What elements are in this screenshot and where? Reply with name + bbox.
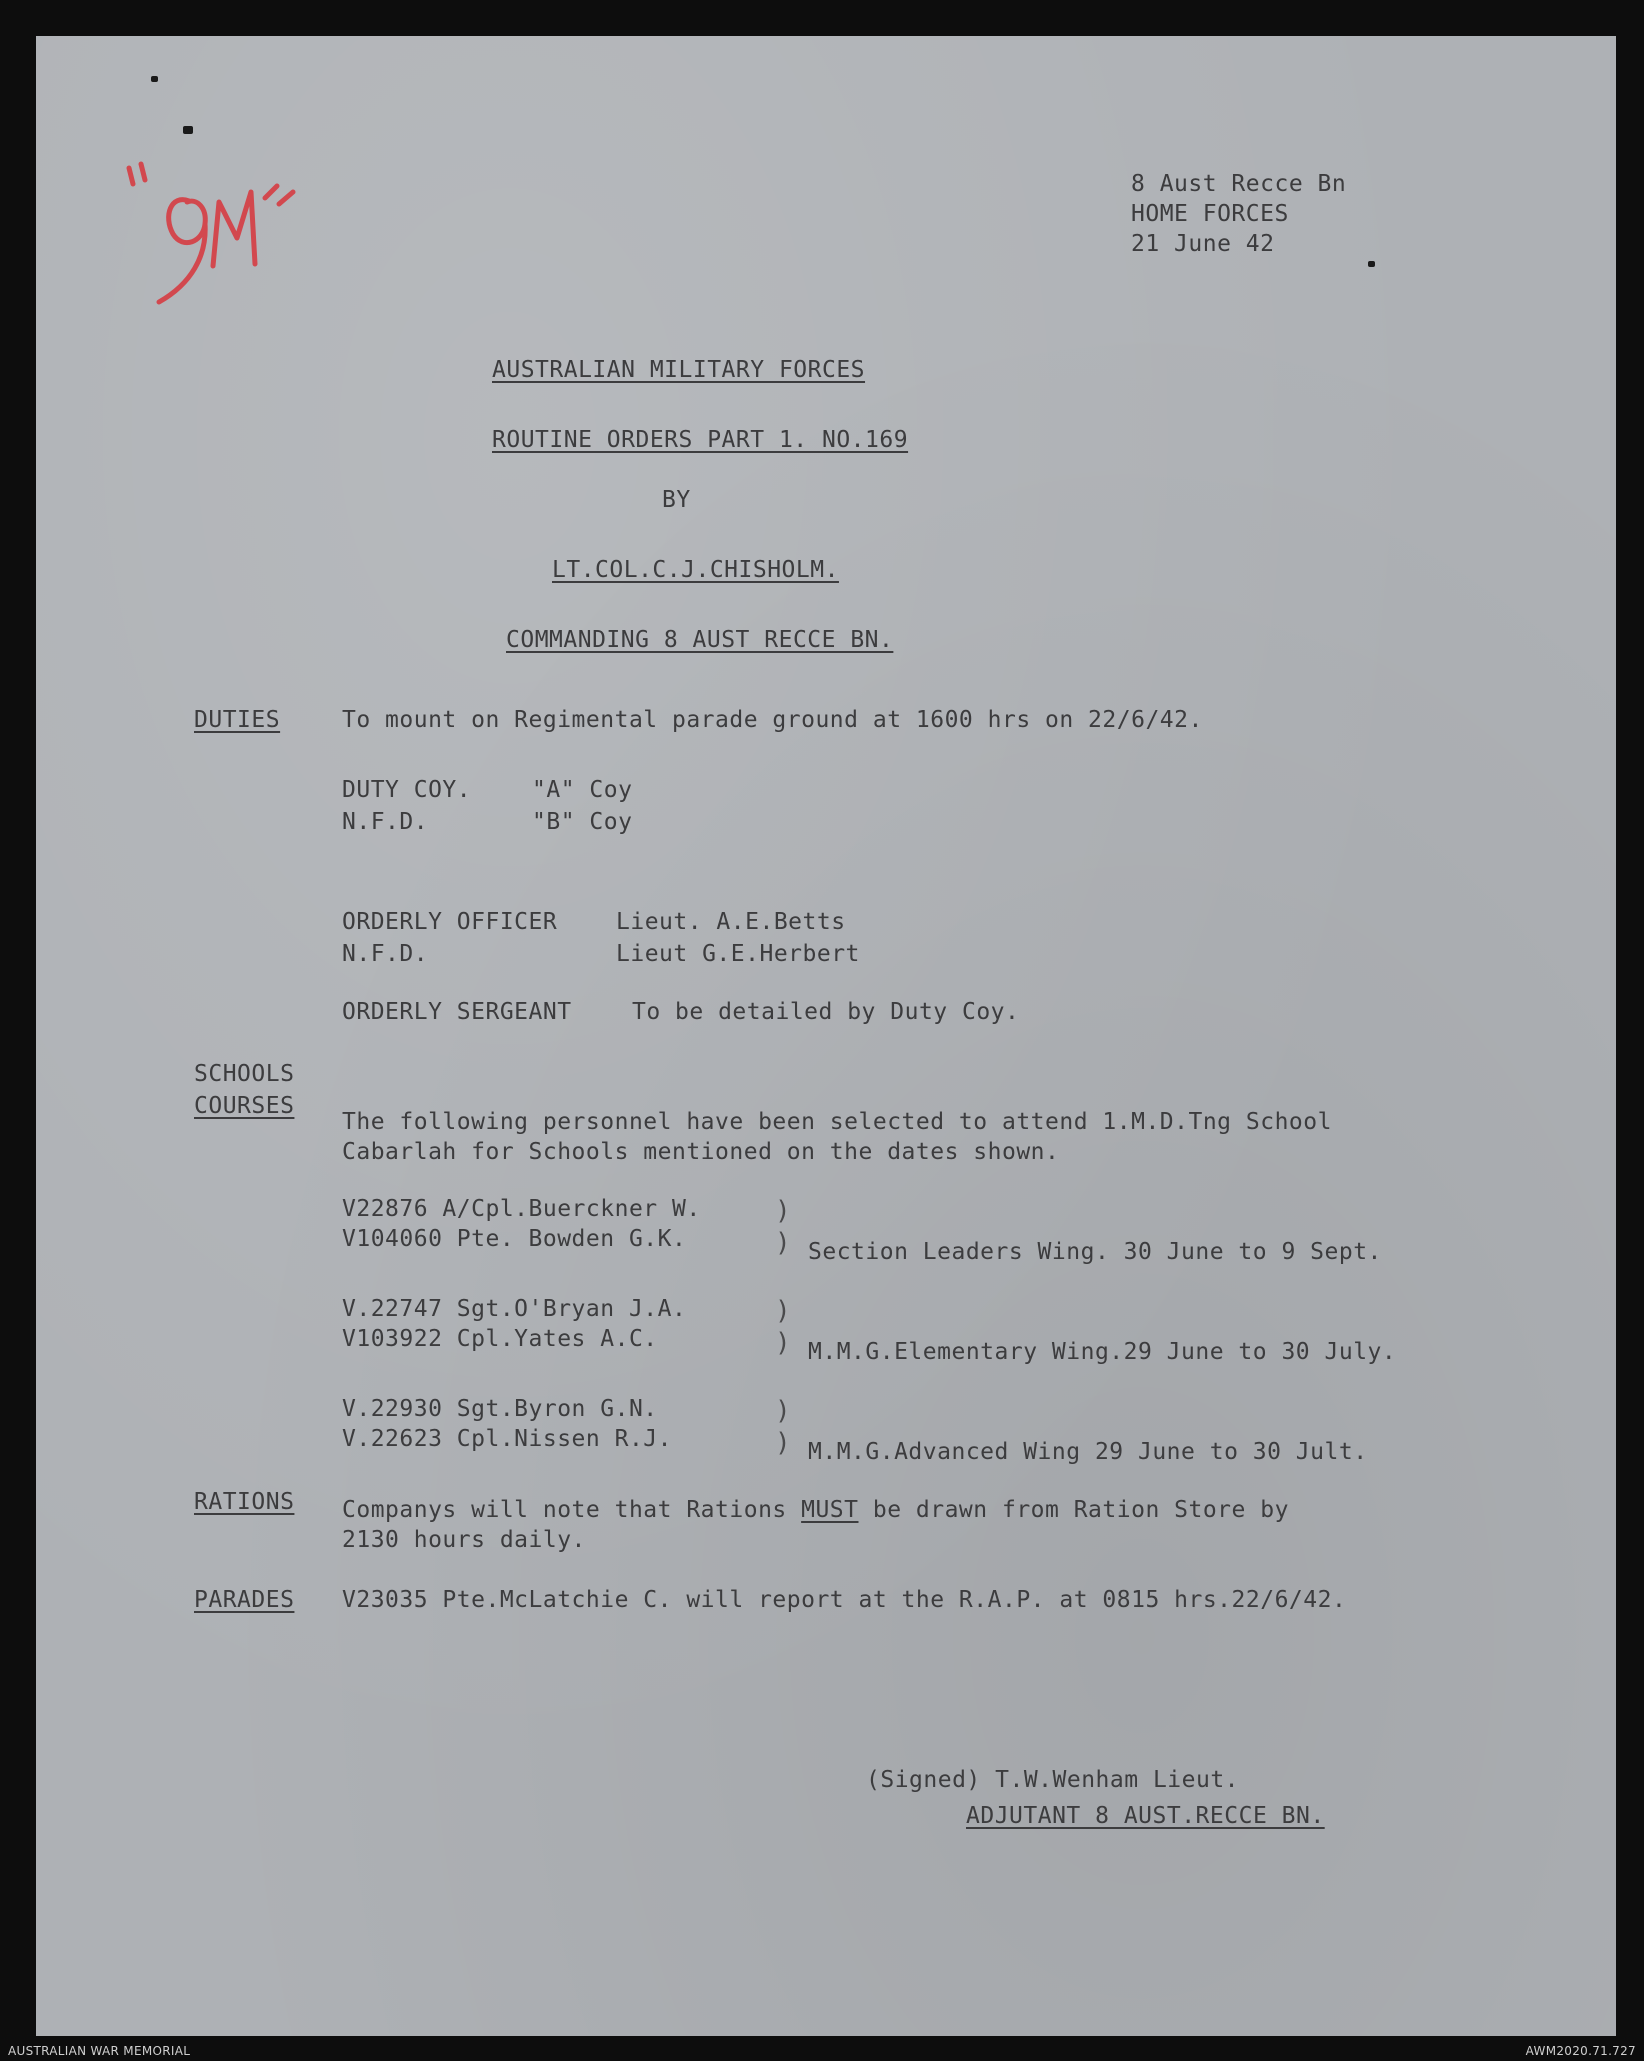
title-commanding: COMMANDING 8 AUST RECCE BN. [506, 627, 894, 653]
bracket: ) [775, 1296, 791, 1326]
bracket: ) [775, 1428, 791, 1458]
ink-speck [1368, 261, 1375, 267]
duties-heading: DUTIES [194, 707, 281, 733]
course-name: Section Leaders Wing. 30 June to 9 Sept. [808, 1239, 1382, 1265]
course-name: M.M.G.Advanced Wing 29 June to 30 Jult. [808, 1439, 1368, 1465]
rations-must: MUST [801, 1497, 859, 1523]
course-person: V.22747 Sgt.O'Bryan J.A. [342, 1296, 687, 1322]
orderly-sergeant-label: ORDERLY SERGEANT [342, 999, 572, 1025]
ink-speck [183, 126, 193, 134]
rations-heading: RATIONS [194, 1489, 295, 1515]
course-person: V103922 Cpl.Yates A.C. [342, 1326, 658, 1352]
duty-row-label: DUTY COY. [342, 777, 472, 803]
duties-text: To mount on Regimental parade ground at 1600 hrs on 22/6/42. [342, 707, 1203, 733]
bracket: ) [775, 1196, 791, 1226]
course-name: M.M.G.Elementary Wing.29 June to 30 July. [808, 1339, 1397, 1365]
bracket: ) [775, 1328, 791, 1358]
signature-line: (Signed) T.W.Wenham Lieut. [866, 1767, 1240, 1793]
duty-row-label: N.F.D. [342, 809, 429, 835]
schools-intro-line2: Cabarlah for Schools mentioned on the dates shown. [342, 1139, 1060, 1165]
orderly-officer-label: ORDERLY OFFICER [342, 909, 558, 935]
adjutant-line: ADJUTANT 8 AUST.RECCE BN. [966, 1803, 1325, 1829]
ink-speck [151, 76, 158, 82]
header-forces: HOME FORCES [1131, 201, 1289, 227]
courses-heading: COURSES [194, 1093, 295, 1119]
red-crayon-mark [101, 106, 301, 306]
course-person: V104060 Pte. Bowden G.K. [342, 1226, 687, 1252]
orderly-sergeant-value: To be detailed by Duty Coy. [632, 999, 1020, 1025]
footer-accession: AWM2020.71.727 [1525, 2044, 1636, 2058]
bracket: ) [775, 1228, 791, 1258]
rations-text: Companys will note that Rations MUST be drawn from Ration Store by [342, 1497, 1289, 1523]
title-routine-orders: ROUTINE ORDERS PART 1. NO.169 [492, 427, 909, 453]
orderly-officer-nfd-value: Lieut G.E.Herbert [616, 941, 860, 967]
course-person: V22876 A/Cpl.Buerckner W. [342, 1196, 701, 1222]
title-forces: AUSTRALIAN MILITARY FORCES [492, 357, 866, 383]
document-sheet [36, 36, 1616, 2036]
duty-row-value: "B" Coy [532, 809, 633, 835]
title-commander: LT.COL.C.J.CHISHOLM. [552, 557, 839, 583]
schools-intro-line1: The following personnel have been selected to attend 1.M.D.Tng School [342, 1109, 1332, 1135]
course-person: V.22623 Cpl.Nissen R.J. [342, 1426, 672, 1452]
header-date: 21 June 42 [1131, 231, 1275, 257]
parades-text: V23035 Pte.McLatchie C. will report at the R.A.P. at 0815 hrs.22/6/42. [342, 1587, 1347, 1613]
rations-text-line2: 2130 hours daily. [342, 1527, 586, 1553]
duty-row-value: "A" Coy [532, 777, 633, 803]
orderly-officer-value: Lieut. A.E.Betts [616, 909, 846, 935]
bracket: ) [775, 1396, 791, 1426]
schools-heading: SCHOOLS [194, 1061, 295, 1087]
course-person: V.22930 Sgt.Byron G.N. [342, 1396, 658, 1422]
title-by: BY [662, 487, 691, 513]
parades-heading: PARADES [194, 1587, 295, 1613]
footer-institution: AUSTRALIAN WAR MEMORIAL [8, 2044, 191, 2058]
header-unit: 8 Aust Recce Bn [1131, 171, 1347, 197]
orderly-officer-nfd-label: N.F.D. [342, 941, 429, 967]
